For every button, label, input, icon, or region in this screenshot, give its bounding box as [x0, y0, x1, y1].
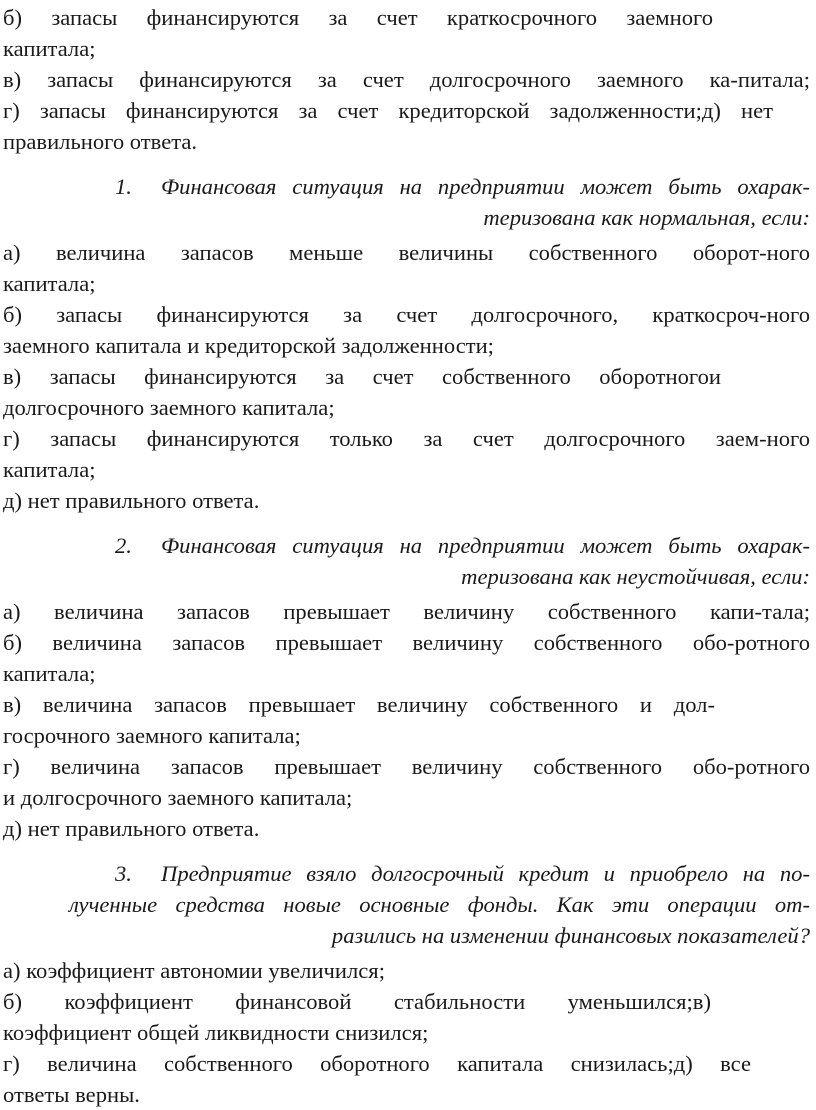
spacer	[3, 516, 810, 530]
question-heading	[3, 858, 810, 889]
question-text: Финансовая ситуация на предприятии может быть охарак-	[161, 533, 810, 558]
question-text: лученные средства новые основные фонды. Как эти операции от-	[69, 892, 810, 917]
answer-line: в) величина запасов превышает величину собственного и дол-	[3, 692, 715, 717]
answer-line: и долгосрочного заемного капитала;	[3, 785, 353, 810]
answer-line: госрочного заемного капитала;	[3, 723, 301, 748]
answer-line: б) запасы финансируются за счет долгосрочного, краткосроч-ного	[3, 302, 810, 327]
question-heading	[3, 171, 810, 202]
answer-line: капитала;	[3, 271, 96, 296]
answer-line: а) коэффициент автономии увеличился;	[3, 958, 385, 983]
question-text: теризована как неустойчивая, если:	[461, 564, 810, 589]
spacer	[3, 844, 810, 858]
question-number: 3.	[115, 861, 132, 886]
answer-line: а) величина запасов меньше величины собственного оборот-ного	[3, 240, 810, 265]
answer-line: заемного капитала и кредиторской задолженности;	[3, 333, 494, 358]
answer-line: капитала;	[3, 457, 96, 482]
answer-line: правильного ответа.	[3, 129, 198, 154]
answer-line: долгосрочного заемного капитала;	[3, 395, 335, 420]
top-answers	[3, 0, 810, 157]
answer-line: д) нет правильного ответа.	[3, 816, 260, 841]
question-number: 2.	[115, 533, 132, 558]
spacer	[3, 157, 810, 171]
answer-line: г) запасы финансируются за счет кредиторской задолженности;д) нет	[3, 98, 773, 123]
question-text: Предприятие взяло долгосрочный кредит и приобрело на по-	[161, 861, 810, 886]
answer-line: в) запасы финансируются за счет собственного оборотногои	[3, 364, 721, 389]
answer-line: г) величина запасов превышает величину собственного обо-ротного	[3, 754, 810, 779]
question-2	[3, 530, 810, 844]
answer-line: г) запасы финансируются только за счет долгосрочного заем-ного	[3, 426, 810, 451]
question-1	[3, 171, 810, 516]
answer-line: б) величина запасов превышает величину собственного обо-ротного	[3, 630, 810, 655]
answer-line: капитала;	[3, 661, 96, 686]
question-number: 1.	[115, 174, 132, 199]
answer-line: а) величина запасов превышает величину собственного капи-тала;	[3, 599, 810, 624]
question-heading	[3, 530, 810, 561]
answer-line: г) величина собственного оборотного капитала снизилась;д) все	[3, 1051, 751, 1076]
answer-line: в) запасы финансируются за счет долгосрочного заемного ка-питала;	[3, 67, 810, 92]
answer-line: д) нет правильного ответа.	[3, 488, 260, 513]
question-3	[3, 858, 810, 1110]
answer-line: ответы верны.	[3, 1082, 140, 1107]
question-text: разились на изменении финансовых показателей?	[331, 923, 810, 948]
answer-line: б) коэффициент финансовой стабильности уменьшился;в)	[3, 989, 711, 1014]
question-text: теризована как нормальная, если:	[483, 205, 810, 230]
answer-line: б) запасы финансируются за счет краткосрочного заемного	[3, 5, 713, 30]
answer-line: капитала;	[3, 36, 96, 61]
question-text: Финансовая ситуация на предприятии может быть охарак-	[161, 174, 810, 199]
answer-line: коэффициент общей ликвидности снизился;	[3, 1020, 429, 1045]
